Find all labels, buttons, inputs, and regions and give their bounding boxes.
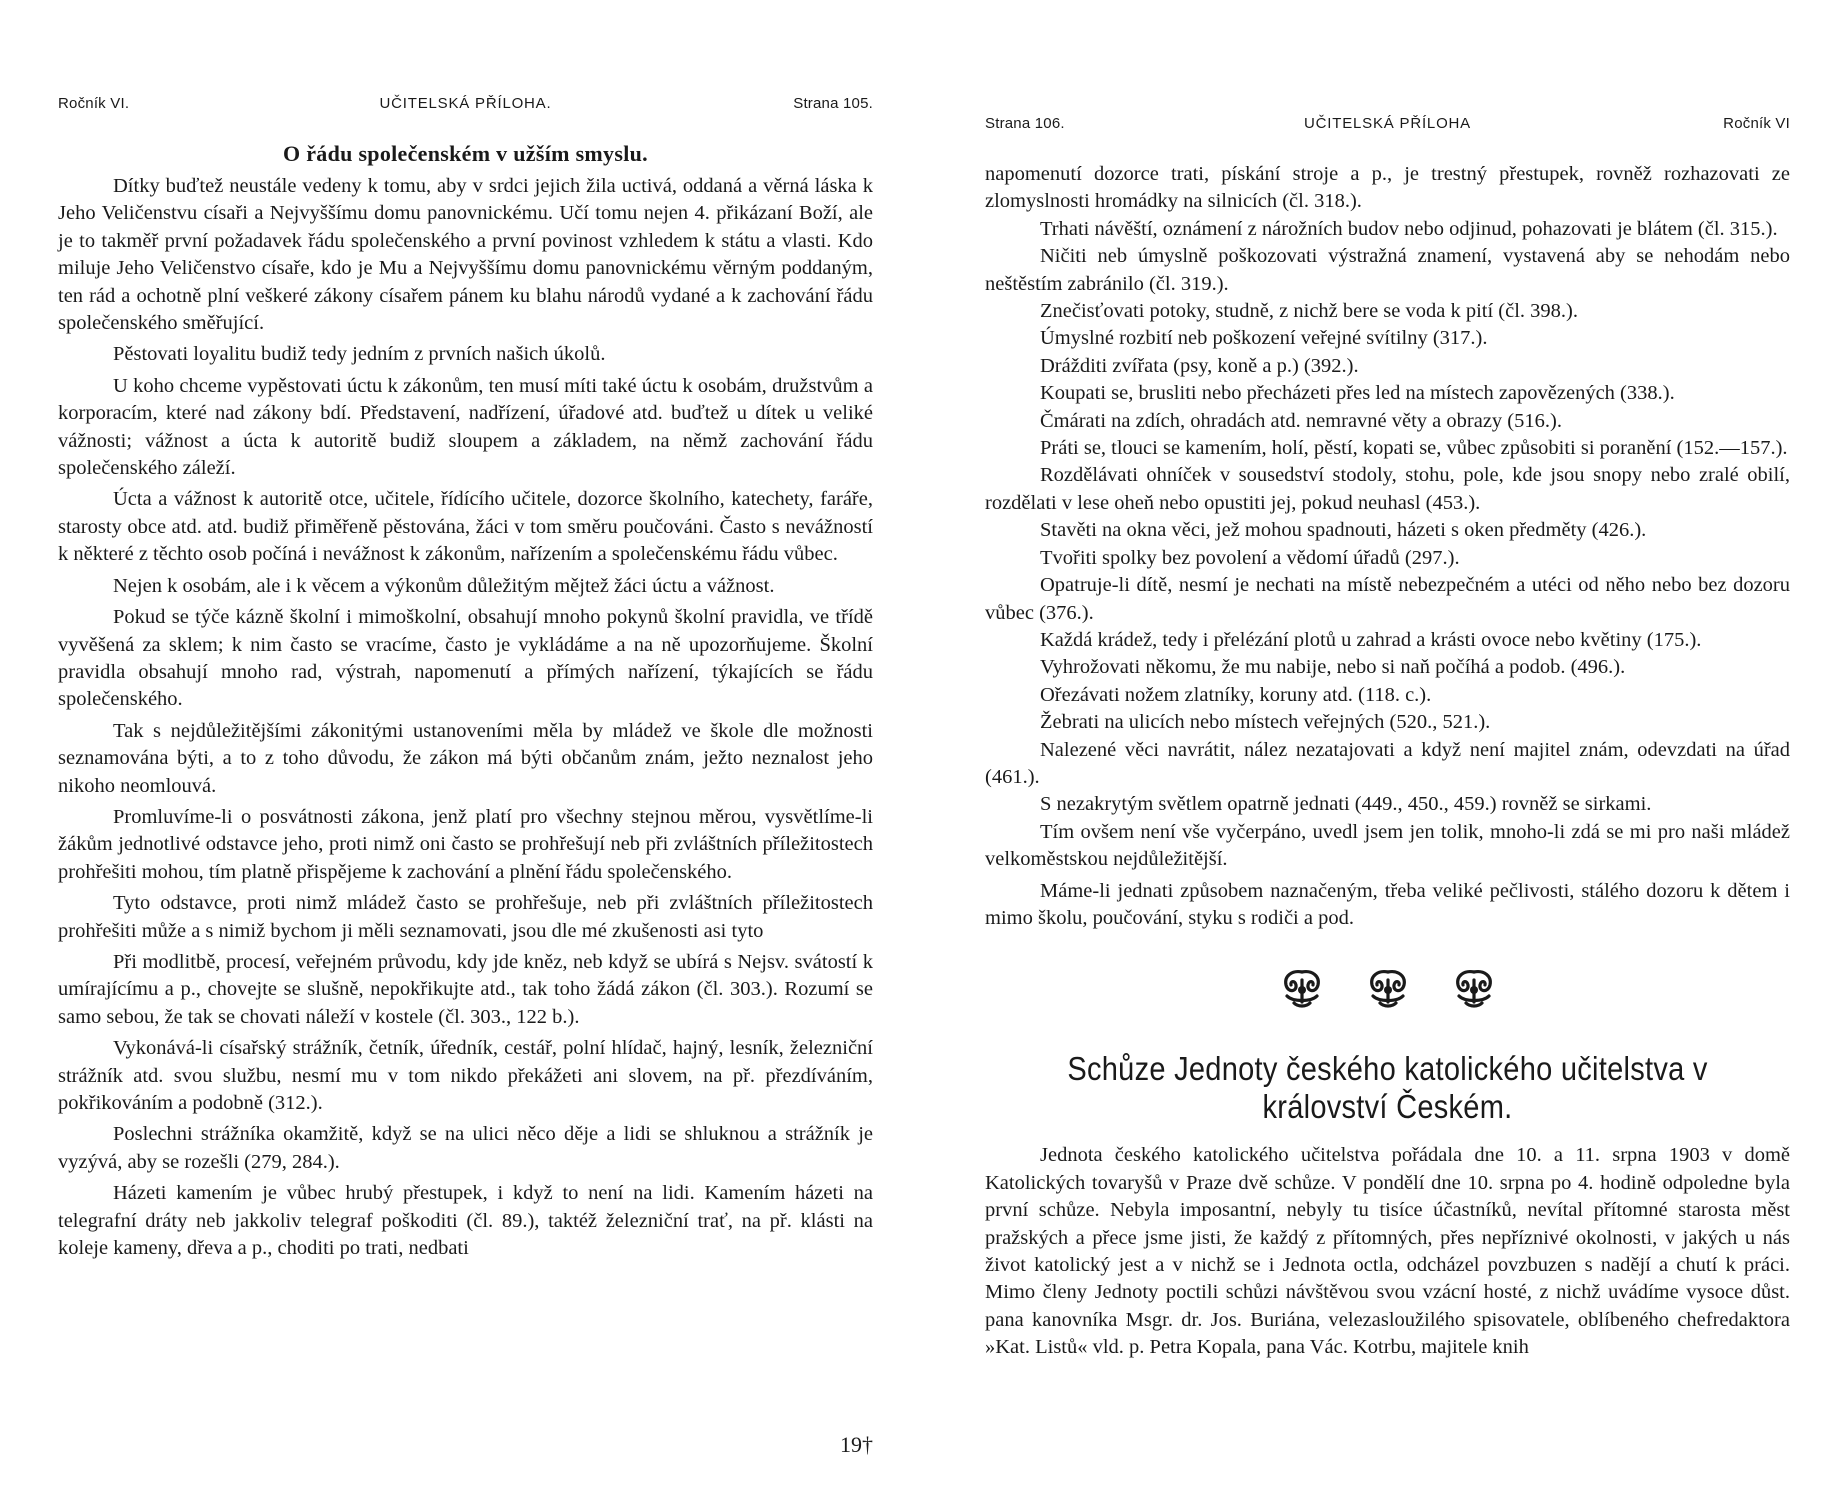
paragraph: Vykonává-li císařský strážník, četník, úředník, cestář, polní hlídač, hajný, lesník, železniční strážník atd. svou službu, nesmí mu v tom nikdo překážeti ani slovem, na př. přezdíváním, pokřikováním a podobně (312.). xyxy=(58,1037,873,1114)
running-head-right-page xyxy=(985,115,1790,139)
right-page-body xyxy=(985,161,1790,932)
paragraph: Vyhrožovati někomu, že mu nabije, nebo si naň počíhá a podob. (496.). xyxy=(1040,656,1626,679)
signature-mark: 19† xyxy=(840,1432,873,1457)
paragraph: Stavěti na okna věci, jež mohou spadnouti, házeti s oken předměty (426.). xyxy=(1040,519,1647,542)
left-page-body xyxy=(58,173,873,1262)
journal-section-title: UČITELSKÁ PŘÍLOHA xyxy=(1304,115,1471,132)
ornament-divider xyxy=(985,966,1790,1008)
paragraph: Úcta a vážnost k autoritě otce, učitele, řídícího učitele, dozorce školního, katechety, faráře, starosty obce atd. atd. budiž přiměřeně pěstována, žáci v tom směru poučováni. Často s nevážností k některé z těchto osob počíná i nevážnost k zákonům, nařízením a společenskému řádu vůbec. xyxy=(58,488,873,566)
floral-vignette-icon xyxy=(1451,966,1497,1008)
paragraph: Tím ovšem není vše vyčerpáno, uvedl jsem jen tolik, mnoho-li zdá se mi pro naši mládež velkoměstskou nejdůležitější. xyxy=(985,820,1790,871)
paragraph: Tak s nejdůležitějšími zákonitými ustanoveními měla by mládež ve škole dle možnosti seznamována býti, a to z toho důvodu, že zákon má býti občanům znám, ježto neznalost jeho nikoho neomlouvá. xyxy=(58,719,873,797)
paragraph: Trhati návěští, oznámení z nárožních budov nebo odjinud, pohazovati je blátem (čl. 315.). xyxy=(1040,217,1778,240)
left-page xyxy=(58,0,873,1457)
paragraph: Nalezené věci navrátit, nález nezatajovati a když není majitel znám, odevzdati na úřad (461.). xyxy=(985,738,1790,788)
paragraph: Rozdělávati ohníček v sousedství stodoly, stohu, pole, kde jsou snopy nebo zralé obilí, rozdělati v lese oheň nebo opustiti jej, pokud neuhasl (453.). xyxy=(985,464,1790,514)
right-page xyxy=(985,0,1790,1362)
paragraph: Tyto odstavce, proti nimž mládež často se prohřešuje, neb při zvláštních příležitostech prohřešiti může a s nimiž bychom ji měli seznamovati, jsou dle mé zkušenosti asi tyto xyxy=(58,892,873,942)
paragraph: Žebrati na ulicích nebo místech veřejných (520., 521.). xyxy=(1040,711,1491,734)
section-heading: O řádu společenském v užším smyslu. xyxy=(283,141,648,166)
article-title: Schůze Jednoty českého katolického učitelstva v království Českém. xyxy=(1067,1050,1708,1126)
paragraph: Máme-li jednati způsobem naznačeným, třeba veliké pečlivosti, stálého dozoru k dětem i mimo školu, poučování, styku s rodiči a pod. xyxy=(985,879,1790,929)
paragraph: Dítky buďtež neustále vedeny k tomu, aby v srdci jejich žila uctivá, oddaná a věrná láska k Jeho Veličenstvu císaři a Nejvyššímu domu panovnickému. Učí tomu nejen 4. přikázaní Boží, ale je to takměř první požadavek řádu společenského a první povinost vzhledem k státu a vlasti. Kdo miluje Jeho Veličenstvo císaře, kdo je Mu a Nejvyššímu domu panovnickému věrným poddaným, ten rád a ochotně plní veškeré zákony císařem pánem ku blahu národů vydané a k zachování řádu společenského směřující. xyxy=(58,175,873,335)
paragraph: Znečisťovati potoky, studně, z nichž bere se voda k pití (čl. 398.). xyxy=(1040,300,1579,323)
running-head-left-page xyxy=(58,95,873,119)
article-body xyxy=(985,1142,1790,1361)
volume-label: Ročník VI xyxy=(1723,115,1790,132)
paragraph: Opatruje-li dítě, nesmí je nechati na místě nebezpečném a utéci od něho nebo bez dozoru vůbec (376.). xyxy=(985,574,1790,624)
paragraph: Jednota českého katolického učitelstva pořádala dne 10. a 11. srpna 1903 v domě Katolických tovaryšů v Praze dvě schůze. V pondělí dne 10. srpna po 4. hodině odpoledne byla první schůze. Nebyla imposantní, nebyly tu tisíce účastníků, nevítal přítomné starosta měst pražských a přece jsme jisti, že každý z přítomných, přes nepříznivé okolnosti, v jakých u nás život katolický jest a v nichž se i Jednota octla, odcházel povzbuzen s nadějí a chutí k práci. Mimo členy Jednoty poctili schůzi návštěvou svou vzácní hosté, z nichž uvádíme vysoce důst. pana kanovníka Msgr. dr. Jos. Buriána, velezasloužilého spisovatele, oblíbeného chefredaktora »Kat. Listů« vld. p. Petra Kopala, pana Vác. Kotrbu, majitele knih xyxy=(985,1144,1790,1359)
journal-section-title: UČITELSKÁ PŘÍLOHA. xyxy=(379,95,552,112)
page-number: Strana 106. xyxy=(985,115,1065,132)
paragraph: Ničiti neb úmyslně poškozovati výstražná znamení, vystavená aby se nehodám nebo neštěstím zabránilo (čl. 319.). xyxy=(985,245,1790,295)
floral-vignette-icon xyxy=(1365,966,1411,1008)
paragraph: Pěstovati loyalitu budiž tedy jedním z prvních našich úkolů. xyxy=(113,343,606,366)
paragraph: U koho chceme vypěstovati úctu k zákonům, ten musí míti také úctu k osobám, družstvům a korporacím, které nad zákony bdí. Představení, nadřízení, úřadové atd. buďtež u dítek u veliké vážnosti; vážnost a úcta k autoritě budiž sloupem a základem, na němž zachování řádu společenského záleží. xyxy=(58,374,873,480)
paragraph: Promluvíme-li o posvátnosti zákona, jenž platí pro všechny stejnou měrou, vysvětlíme-li žákům jednotlivé odstavce jeho, proti nimž oni často se prohřešují neb při zvláštních příležitostech prohřešiti mohou, tím platně přispějeme k zachování a plnění řádu společenského. xyxy=(58,805,873,883)
paragraph: Při modlitbě, procesí, veřejném průvodu, kdy jde kněz, neb když se ubírá s Nejsv. svátostí k umírajícímu a p., chovejte se slušně, nepokřikujte atd., tak toho žádá zákon (čl. 303.). Rozumí se samo sebou, že tak se chovati náleží v kostele (čl. 303., 122 b.). xyxy=(58,950,873,1028)
paragraph: Pokud se týče kázně školní i mimoškolní, obsahují mnoho pokynů školní pravidla, ve třídě vyvěšená za sklem; k nim často se vracíme, často je vykládáme a na ně upozorňujeme. Školní pravidla obsahují mnoho rad, výstrah, napomenutí a přímých nařízení, týkajících se řádu společenského. xyxy=(58,606,873,711)
paragraph: Úmyslné rozbití neb poškození veřejné svítilny (317.). xyxy=(1040,327,1488,350)
paragraph: napomenutí dozorce trati, pískání stroje a p., je trestný přestupek, rovněž rozhazovati ze zlomyslnosti hromádky na silnicích (čl. 318.). xyxy=(985,163,1790,213)
paragraph: Práti se, tlouci se kamením, holí, pěstí, kopati se, vůbec způsobiti si poranění (152.—157.). xyxy=(1040,437,1788,460)
paragraph: S nezakrytým světlem opatrně jednati (449., 450., 459.) rovněž se sirkami. xyxy=(1040,793,1652,816)
paragraph: Koupati se, brusliti nebo přecházeti přes led na místech zapovězených (338.). xyxy=(1040,382,1675,405)
paragraph: Nejen k osobám, ale i k věcem a výkonům důležitým mějtež žáci úctu a vážnost. xyxy=(113,574,775,597)
paragraph: Házeti kamením je vůbec hrubý přestupek, i když to není na lidi. Kamením házeti na telegrafní dráty neb jakkoliv telegraf poškoditi (čl. 89.), taktéž železniční trať, na př. klásti na koleje kameny, dřeva a p., choditi po trati, nedbati xyxy=(58,1182,873,1260)
paragraph: Drážditi zvířata (psy, koně a p.) (392.). xyxy=(1040,354,1359,377)
floral-vignette-icon xyxy=(1279,966,1325,1008)
paragraph: Tvořiti spolky bez povolení a vědomí úřadů (297.). xyxy=(1040,546,1460,569)
paragraph: Poslechni strážníka okamžitě, když se na ulici něco děje a lidi se shluknou a strážník je vyzývá, aby se rozešli (279, 284.). xyxy=(58,1123,873,1173)
paragraph: Čmárati na zdích, ohradách atd. nemravné věty a obrazy (516.). xyxy=(1040,409,1562,432)
volume-label: Ročník VI. xyxy=(58,95,130,112)
paragraph: Ořezávati nožem zlatníky, koruny atd. (118. c.). xyxy=(1040,683,1432,706)
paragraph: Každá krádež, tedy i přelézání plotů u zahrad a krásti ovoce nebo květiny (175.). xyxy=(1040,628,1702,651)
page-number: Strana 105. xyxy=(793,95,873,112)
